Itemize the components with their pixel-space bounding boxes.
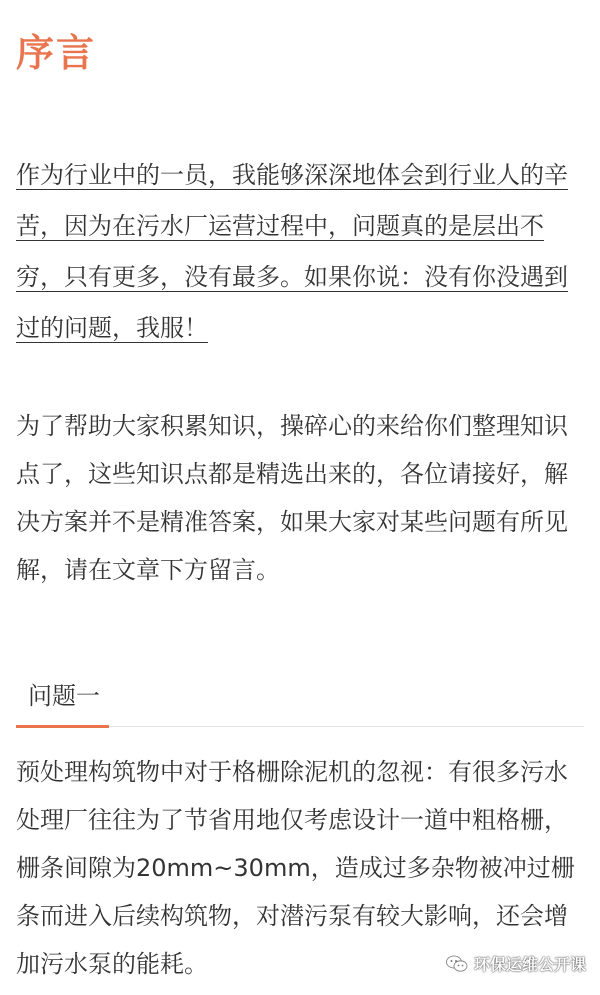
watermark <box>446 952 586 975</box>
knowledge-paragraph: 为了帮助大家积累知识，操碎心的来给你们整理知识点了，这些知识点都是精选出来的，各位请接好，解决方案并不是精准答案，如果大家对某些问题有所见解，请在文章下方留言。 <box>16 412 568 584</box>
wechat-icon <box>446 955 468 973</box>
watermark-text: 环保运维公开课 <box>473 955 586 974</box>
intro-text: 作为行业中的一员，我能够深深地体会到行业人的辛苦，因为在污水厂运营过程中，问题真的是层出不穷，只有更多，没有最多。如果你说：没有你没遇到过的问题，我服！ <box>16 161 568 342</box>
question-heading <box>16 672 584 730</box>
question-body: 预处理构筑物中对于格栅除泥机的忽视：有很多污水处理厂往往为了节省用地仅考虑设计一道中粗格栅，栅条间隙为20mm~30mm，造成过多杂物被冲过栅条而进入后续构筑物，对潜污泵有较大影响，还会增加污水泵的能耗。 <box>16 758 575 978</box>
question-divider-accent <box>16 725 109 728</box>
intro-paragraph <box>16 150 581 354</box>
section-title: 序言 <box>16 31 97 75</box>
question-label: 问题一 <box>28 682 100 710</box>
